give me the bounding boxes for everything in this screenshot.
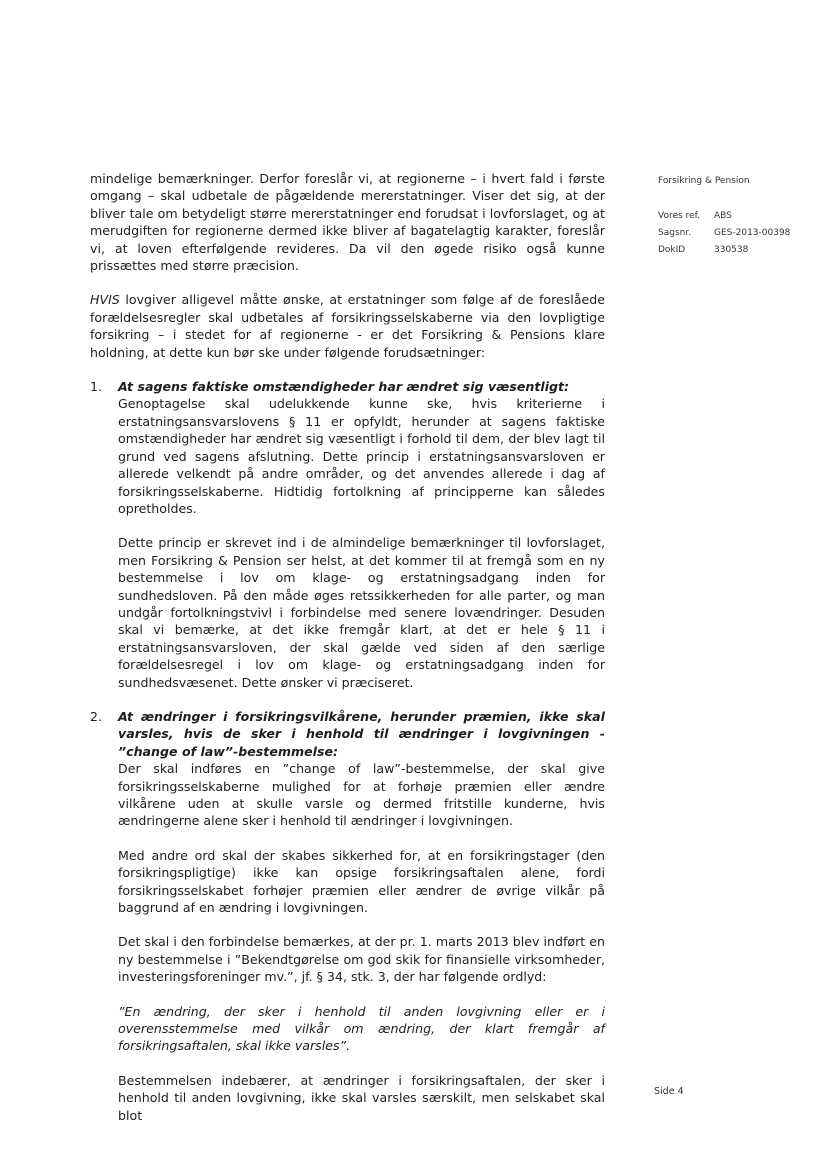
list-item-paragraph: Der skal indføres en ”change of law”-bestemmelse, der skal give forsikringsselskaberne mulighed for at forhøje præmien eller ændre vilkårene uden at skulle varsle og dermed fritstille kunderne, hvis ændringerne alene sker i henhold til ændringer i lovgivningen. xyxy=(118,761,605,829)
list-item-heading: At sagens faktiske omstændigheder har ændret sig væsentligt: xyxy=(118,379,570,395)
ref-label: Vores ref. xyxy=(658,211,700,221)
list-item-paragraph: Bestemmelsen indebærer, at ændringer i forsikringsaftalen, der sker i henhold til anden lovgivning, ikke skal varsles særskilt, men selskabet skal blot xyxy=(118,1072,605,1123)
list-item-paragraph: Med andre ord skal der skabes sikkerhed for, at en forsikringstager (den forsikringspligtige) ikke kan opsige forsikringsaftalen alene, fordi forsikringsselskabet forhøjer præmien eller ændrer de øvrige vilkår på baggrund af en ændring i lovgivningen. xyxy=(118,847,605,916)
list-item-2 xyxy=(90,708,605,1124)
page-number: Side 4 xyxy=(654,1086,684,1097)
ref-label: DokID xyxy=(658,245,686,255)
paragraph-intro: mindelige bemærkninger. Derfor foreslår vi, at regionerne – i hvert fald i første omgang – skal udbetale de pågældende mererstatninger. Viser det sig, at der bliver tale om betydeligt større mererstatninger end forudsat i lovforslaget, og at merudgiften for regionerne dermed ikke bliver af bagatelagtig karakter, foreslår vi, at loven efterfølgende revideres. Da vil den øgede risiko også kunne prissættes med større præcision. xyxy=(90,171,605,274)
reference-table xyxy=(658,208,790,259)
document-body xyxy=(90,170,605,1124)
ref-value: GES-2013-00398 xyxy=(714,228,791,238)
list-item-heading: At ændringer i forsikringsvilkårene, herunder præmien, ikke skal varsles, hvis de sker i henhold til ændringer i lovgivningen - ”change of law”-bestemmelse: xyxy=(118,708,605,759)
ref-value: ABS xyxy=(714,211,732,221)
ref-label: Sagsnr. xyxy=(658,228,692,238)
list-number: 1. xyxy=(90,379,103,395)
list-item-paragraph: Genoptagelse skal udelukkende kunne ske, hvis kriterierne i erstatningsansvarslovens § 11 er opfyldt, herunder at sagens faktiske omstændigheder har ændret sig væsentligt i forhold til dem, der blev lagt til grund ved sagens afslutning. Dette princip i erstatningsansvarsloven er allerede velkendt på andre områder, og det anvendes allerede i dag af forsikringsselskaberne. Hidtidig fortolkning af principperne kan således opretholdes. xyxy=(118,396,605,516)
paragraph-conditions-text: lovgiver alligevel måtte ønske, at erstatninger som følge af de foreslåede forældelsesregler skal udbetales af forsikringsselskaberne via den lovpligtige forsikring – i stedet for af regionerne - er det Forsikring & Pensions klare holdning, at dette kun bør ske under følgende forudsætninger: xyxy=(90,292,605,360)
ref-value: 330538 xyxy=(714,245,749,255)
list-item-paragraph: Det skal i den forbindelse bemærkes, at der pr. 1. marts 2013 blev indført en ny bestemmelse i ”Bekendtgørelse om god skik for finansielle virksomheder, investeringsforeninger mv.”, jf. § 34, stk. 3, der har følgende ordlyd: xyxy=(118,934,605,985)
list-item-paragraph: Dette princip er skrevet ind i de almindelige bemærkninger til lovforslaget, men Forsikring & Pension ser helst, at det kommer til at fremgå som en ny bestemmelse i lov om klage- og erstatningsadgang inden for sundhedsloven. På den måde øges retssikkerheden for alle parter, og man undgår fortolkningstvivl i forbindelse med senere lovændringer. Desuden skal vi bemærke, at det ikke fremgår klart, at det er hele § 11 i erstatningsansvarsloven, der skal gælde ved siden af den særlige forældelsesregel i lov om klage- og erstatningsadgang inden for sundhedsvæsenet. Dette ønsker vi præciseret. xyxy=(118,535,605,690)
sidebar-org: Forsikring & Pension xyxy=(658,176,750,186)
legal-quote: ”En ændring, der sker i henhold til anden lovgivning eller er i overensstemmelse med vilkår om ændring, der klart fremgår af forsikringsaftalen, skal ikke varsles”. xyxy=(118,1003,605,1054)
ref-row-doc-id xyxy=(658,242,790,259)
ref-row-our-ref xyxy=(658,208,790,225)
list-number: 2. xyxy=(90,708,103,724)
paragraph-conditions xyxy=(90,291,605,361)
ref-row-case-no xyxy=(658,225,790,242)
emphasis-hvis: HVIS xyxy=(90,292,120,308)
list-item-1 xyxy=(90,378,605,691)
